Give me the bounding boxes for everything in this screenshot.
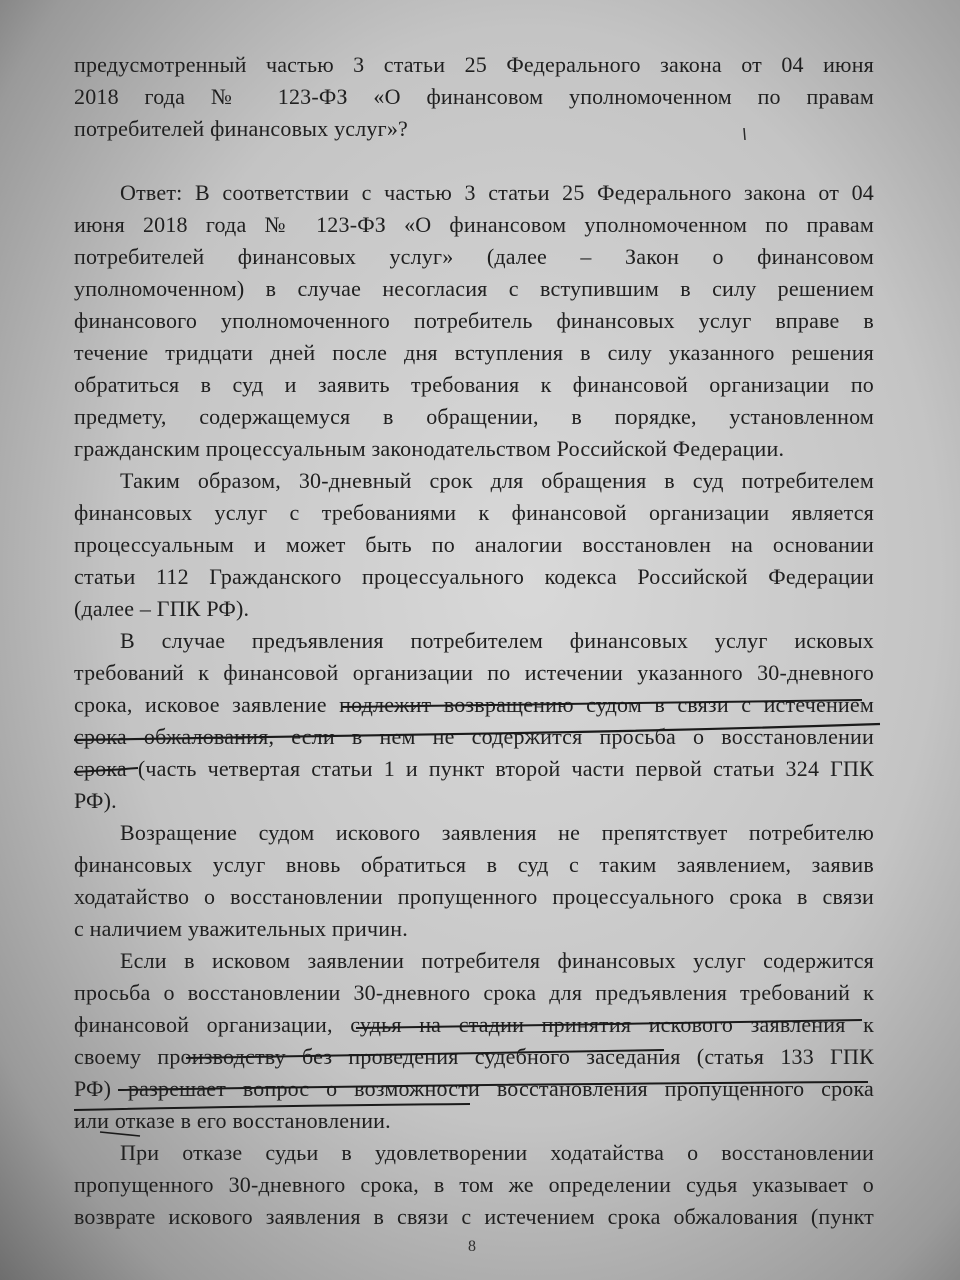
text-line: финансовых услуг с требованиями к финансовой организации является — [74, 500, 874, 525]
text-line: 2018 года № 123-ФЗ «О финансовом уполномоченном по правам — [74, 84, 874, 109]
text-line: пропущенного 30-дневного срока, в том же определении судья указывает о — [74, 1172, 874, 1197]
text-line: финансовой организации, судья на стадии принятия искового заявления к — [74, 1012, 874, 1037]
text-line: с наличием уважительных причин. — [74, 916, 408, 941]
text-line: предмету, содержащемуся в обращении, в порядке, установленном — [74, 404, 874, 429]
text-line: Возращение судом искового заявления не препятствует потребителю — [120, 820, 874, 845]
text-line: требований к финансовой организации по истечении указанного 30-дневного — [74, 660, 874, 685]
text-line: течение тридцати дней после дня вступления в силу указанного решения — [74, 340, 874, 365]
text-line: обратиться в суд и заявить требования к финансовой организации по — [74, 372, 874, 397]
text-line: уполномоченном) в случае несогласия с вступившим в силу решением — [74, 276, 874, 301]
text-line: (далее – ГПК РФ). — [74, 596, 250, 621]
text-line: июня 2018 года № 123-ФЗ «О финансовом уполномоченном по правам — [74, 212, 874, 237]
text-line: потребителей финансовых услуг» (далее – Закон о финансовом — [74, 244, 874, 269]
text-line: своему производству без проведения судебного заседания (статья 133 ГПК — [74, 1044, 874, 1069]
text-line: срока (часть четвертая статьи 1 и пункт второй части первой статьи 324 ГПК — [74, 756, 874, 781]
text-line: гражданским процессуальным законодательством Российской Федерации. — [74, 436, 785, 461]
text-line: возврате искового заявления в связи с истечением срока обжалования (пункт — [74, 1204, 874, 1229]
text-line: просьба о восстановлении 30-дневного срока для предъявления требований к — [74, 980, 874, 1005]
text-line: процессуальным и может быть по аналогии восстановлен на основании — [74, 532, 874, 557]
text-line: финансового уполномоченного потребитель финансовых услуг вправе в — [74, 308, 874, 333]
text-line: срока обжалования, если в нем не содержится просьба о восстановлении — [74, 724, 874, 749]
page-number: 8 — [468, 1238, 476, 1255]
text-line: При отказе судьи в удовлетворении ходатайства о восстановлении — [120, 1140, 874, 1165]
text-line: Если в исковом заявлении потребителя финансовых услуг содержится — [120, 948, 874, 973]
text-line: В случае предъявления потребителем финансовых услуг исковых — [120, 628, 874, 653]
text-line: Ответ: В соответствии с частью 3 статьи 25 Федерального закона от 04 — [120, 180, 874, 205]
text-line: срока, исковое заявление подлежит возвращению судом в связи с истечением — [74, 692, 874, 717]
text-line: предусмотренный частью 3 статьи 25 Федерального закона от 04 июня — [74, 52, 874, 77]
text-line: ходатайство о восстановлении пропущенного процессуального срока в связи — [74, 884, 874, 909]
text-line: Таким образом, 30-дневный срок для обращения в суд потребителем — [120, 468, 874, 493]
text-line: или отказе в его восстановлении. — [74, 1108, 391, 1133]
text-line: потребителей финансовых услуг»? — [74, 116, 408, 141]
text-line: РФ). — [74, 788, 117, 813]
text-line: финансовых услуг вновь обратиться в суд с таким заявлением, заявив — [74, 852, 874, 877]
text-line: статьи 112 Гражданского процессуального кодекса Российской Федерации — [74, 564, 874, 589]
text-line: РФ) разрешает вопрос о возможности восстановления пропущенного срока — [74, 1076, 874, 1101]
